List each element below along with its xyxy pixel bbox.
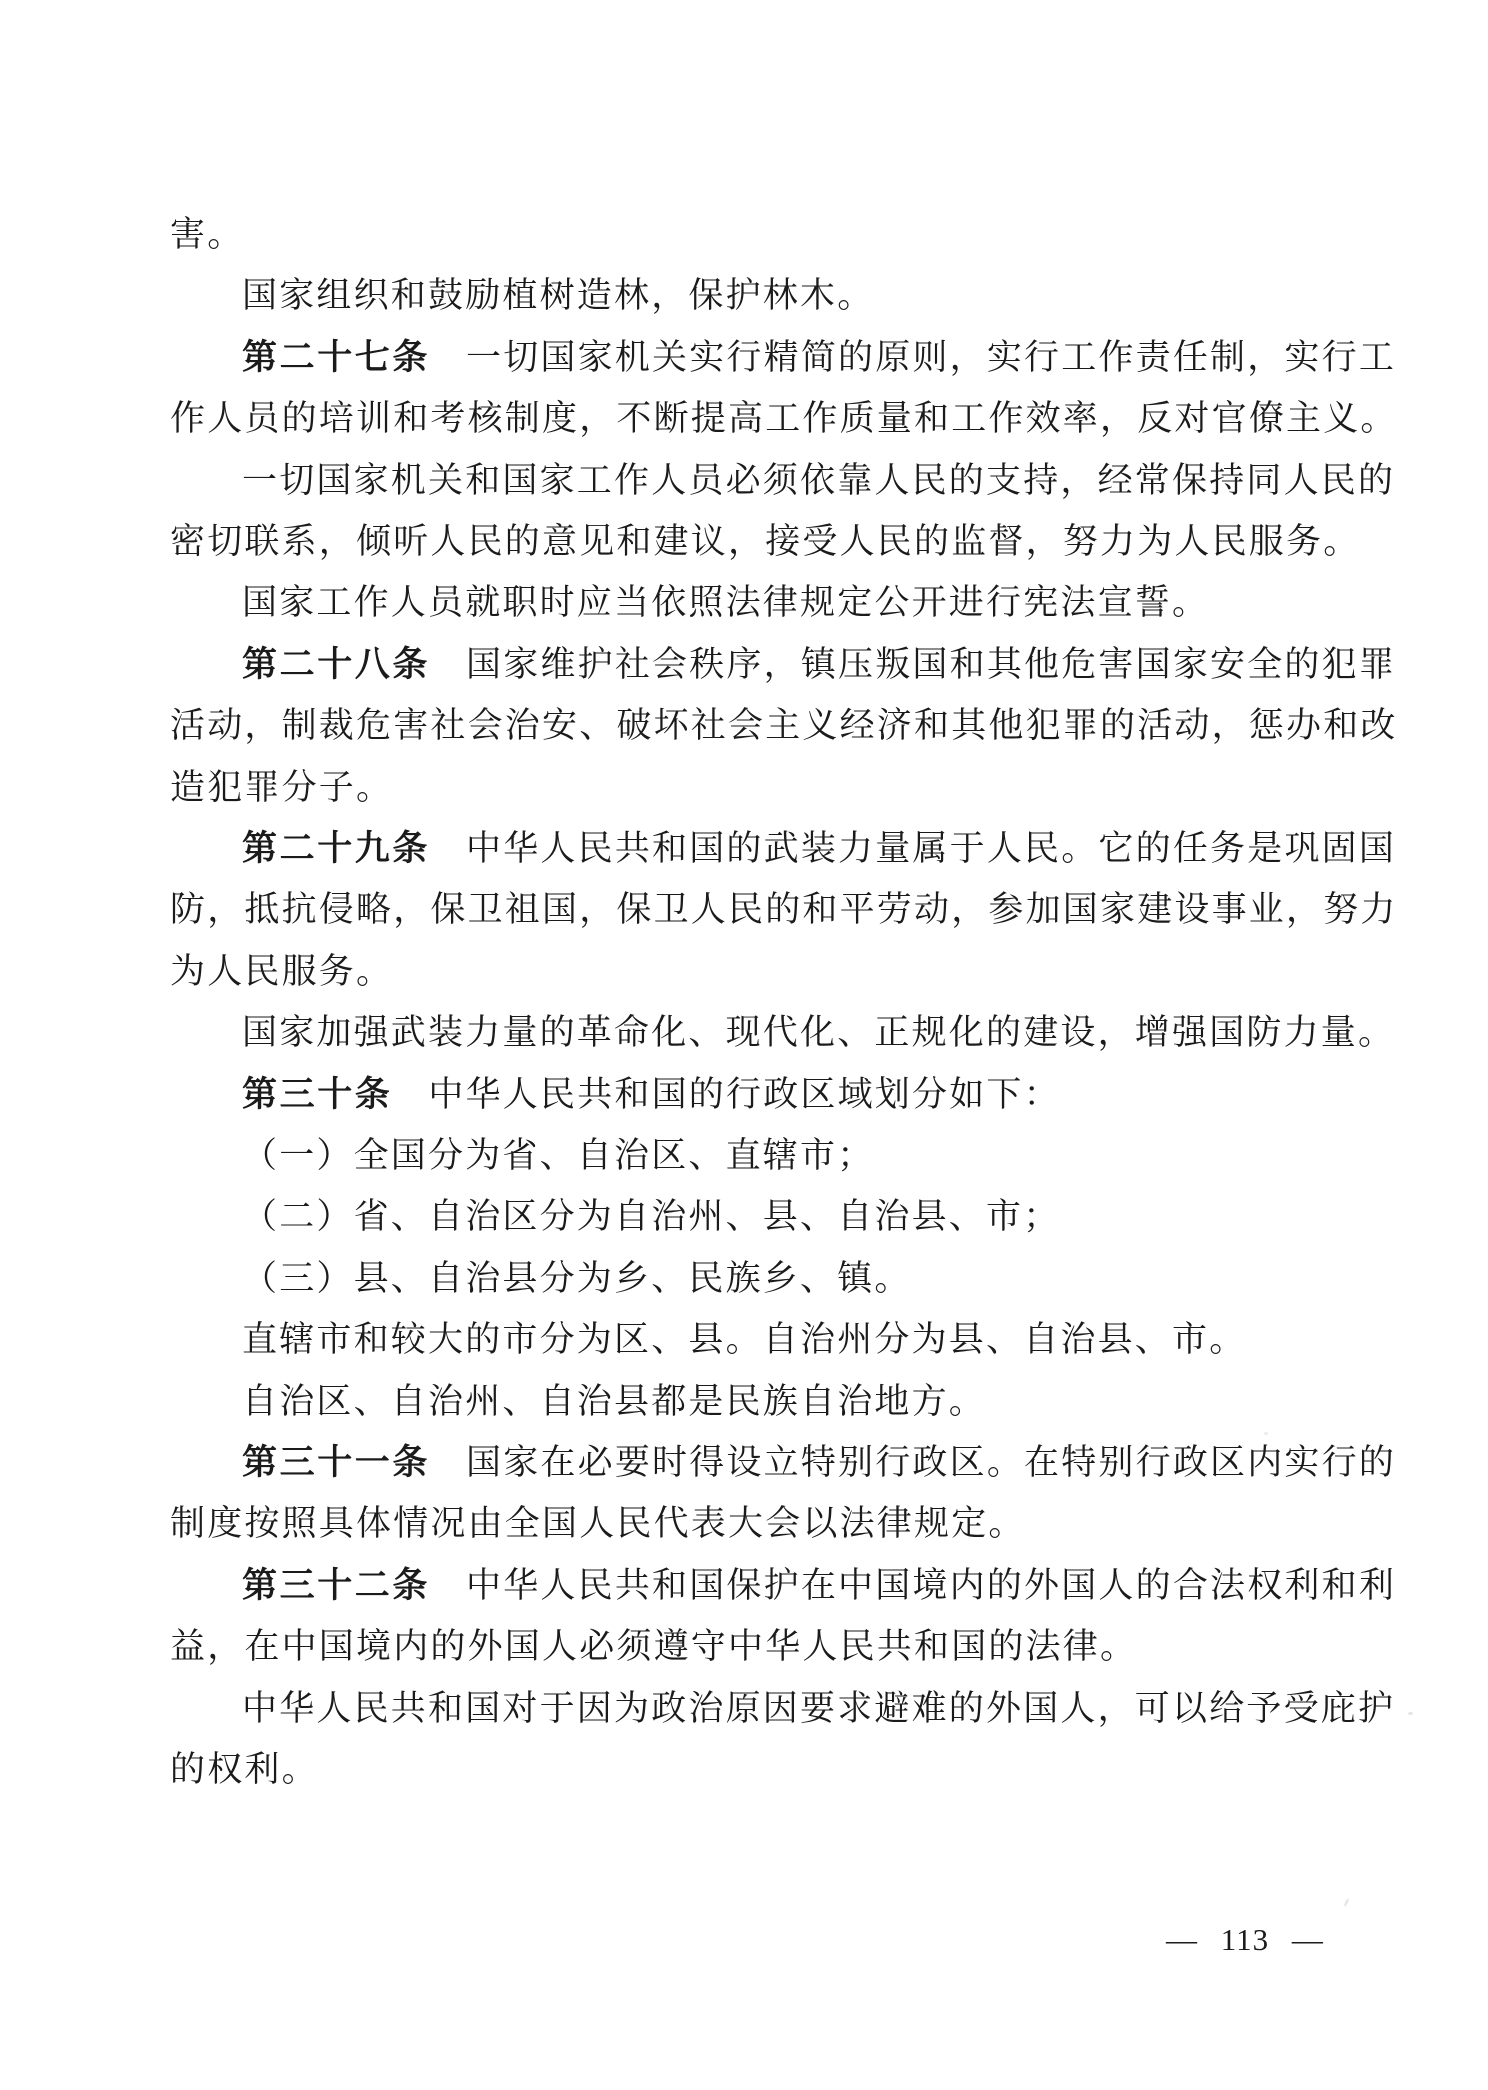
line-text: 自治区、自治州、自治县都是民族自治地方。 <box>242 1382 987 1421</box>
text-line <box>242 461 1395 501</box>
text-line <box>242 1075 1061 1115</box>
article-number-label: 第三十二条 <box>242 1566 431 1605</box>
text-line <box>170 768 393 808</box>
line-text: 活动，制裁危害社会治安、破坏社会主义经济和其他犯罪的活动，惩办和改 <box>170 706 1398 745</box>
text-line <box>242 1689 1395 1729</box>
text-line <box>242 276 874 316</box>
line-text: 防，抵抗侵略，保卫祖国，保卫人民的和平劳动，参加国家建设事业，努力 <box>170 890 1398 929</box>
line-text: 密切联系，倾听人民的意见和建议，接受人民的监督，努力为人民服务。 <box>170 522 1361 561</box>
line-text: 为人民服务。 <box>170 952 394 991</box>
text-line <box>170 1627 1137 1667</box>
line-text: 的权利。 <box>170 1750 319 1789</box>
page-number: — 113 — <box>1166 1922 1324 1957</box>
line-text: 作人员的培训和考核制度，不断提高工作质量和工作效率，反对官僚主义。 <box>170 399 1398 438</box>
line-text: 国家维护社会秩序，镇压叛国和其他危害国家安全的犯罪 <box>466 645 1397 684</box>
text-line <box>170 215 244 255</box>
line-text: 益，在中国境内的外国人必须遵守中华人民共和国的法律。 <box>170 1627 1138 1666</box>
text-line <box>242 1382 986 1422</box>
text-line <box>242 1566 1396 1606</box>
line-text: 一切国家机关和国家工作人员必须依靠人民的支持，经常保持同人民的 <box>242 461 1396 500</box>
text-line <box>242 1320 1246 1360</box>
text-line <box>170 1504 1026 1544</box>
scan-speck <box>1408 1712 1413 1715</box>
text-line <box>242 1197 1060 1237</box>
text-line <box>242 338 1396 378</box>
text-line <box>242 1443 1396 1483</box>
article-number-label: 第二十七条 <box>242 338 431 377</box>
text-line <box>170 399 1398 439</box>
text-line <box>170 952 393 992</box>
text-line <box>170 522 1360 562</box>
text-line <box>242 829 1396 869</box>
line-text: 一切国家机关实行精简的原则，实行工作责任制，实行工 <box>466 338 1397 377</box>
line-text: 中华人民共和国的行政区域划分如下： <box>428 1075 1061 1114</box>
article-number-label: 第三十一条 <box>242 1443 431 1482</box>
article-number-label: 第三十条 <box>242 1075 393 1114</box>
article-number-label: 第二十八条 <box>242 645 431 684</box>
scan-speck <box>1264 1432 1268 1435</box>
text-line <box>242 1013 1395 1053</box>
article-number-label: 第二十九条 <box>242 829 431 868</box>
line-text: （一）全国分为省、自治区、直辖市； <box>242 1136 875 1175</box>
line-text: 国家在必要时得设立特别行政区。在特别行政区内实行的 <box>466 1443 1397 1482</box>
line-text: 中华人民共和国保护在中国境内的外国人的合法权利和利 <box>466 1566 1397 1605</box>
line-text: 国家工作人员就职时应当依照法律规定公开进行宪法宣誓。 <box>242 583 1210 622</box>
text-line <box>170 706 1398 746</box>
line-text: （二）省、自治区分为自治州、县、自治县、市； <box>242 1197 1061 1236</box>
text-line <box>170 1750 319 1790</box>
text-line <box>170 890 1398 930</box>
page-footer <box>1166 1922 1326 1958</box>
text-line <box>242 1136 874 1176</box>
line-text: 造犯罪分子。 <box>170 768 394 807</box>
text-line <box>242 1259 912 1299</box>
text-line <box>242 583 1209 623</box>
text-line <box>242 645 1396 685</box>
line-text: 中华人民共和国对于因为政治原因要求避难的外国人，可以给予受庇护 <box>242 1689 1396 1728</box>
line-text: 国家组织和鼓励植树造林，保护林木。 <box>242 276 875 315</box>
line-text: 直辖市和较大的市分为区、县。自治州分为县、自治县、市。 <box>242 1320 1247 1359</box>
line-text: 中华人民共和国的武装力量属于人民。它的任务是巩固国 <box>466 829 1397 868</box>
line-text: （三）县、自治县分为乡、民族乡、镇。 <box>242 1259 912 1298</box>
line-text: 国家加强武装力量的革命化、现代化、正规化的建设，增强国防力量。 <box>242 1013 1396 1052</box>
line-text: 害。 <box>170 215 245 254</box>
line-text: 制度按照具体情况由全国人民代表大会以法律规定。 <box>170 1504 1026 1543</box>
